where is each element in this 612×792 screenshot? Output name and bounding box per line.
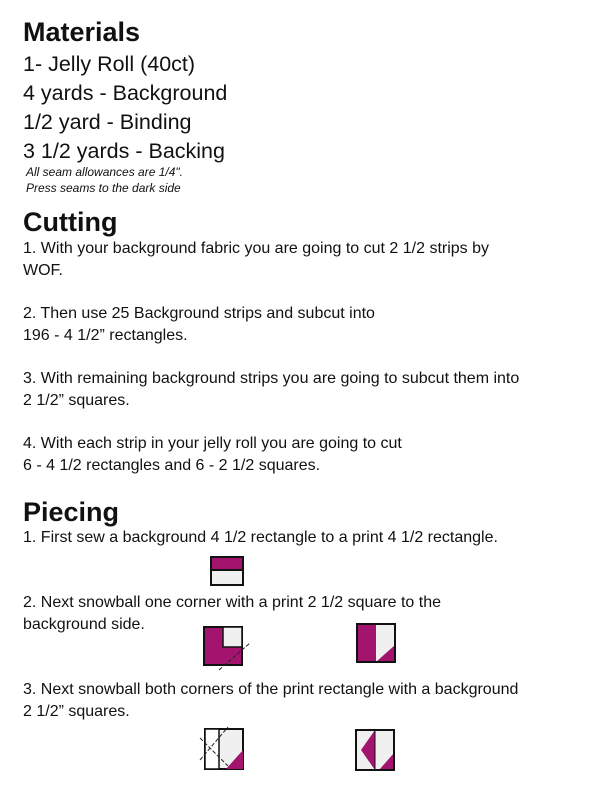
cutting-step-line: 196 - 4 1/2” rectangles.: [23, 326, 188, 344]
snowball-result-diagram: [356, 623, 398, 665]
piecing-step-line: 2. Next snowball one corner with a print 2 1/2 square to the: [23, 594, 442, 611]
piecing-step-line: background side.: [23, 615, 145, 633]
cutting-step-line: 2. Then use 25 Background strips and subcut into: [23, 305, 375, 322]
cutting-step-line: WOF.: [23, 261, 63, 279]
cutting-step: [23, 433, 598, 476]
materials-item: 1/2 yard - Binding: [23, 110, 192, 134]
background-strip: [205, 729, 219, 769]
cutting-step-line: 6 - 4 1/2 rectangles and 6 - 2 1/2 squares.: [23, 456, 321, 474]
piecing-step: [23, 527, 598, 549]
snowball-corner-diagram: [203, 626, 251, 672]
piecing-step-line: 3. Next snowball both corners of the print rectangle with a background: [23, 681, 519, 698]
piecing-step-line: 2 1/2” squares.: [23, 702, 130, 720]
materials-heading: Materials: [23, 17, 141, 47]
materials-item: 3 1/2 yards - Backing: [23, 139, 225, 163]
cutting-step: [23, 238, 598, 281]
print-rectangle: [211, 557, 243, 570]
materials-item: 1- Jelly Roll (40ct): [23, 52, 196, 76]
piecing-step-line: 1. First sew a background 4 1/2 rectangle to a print 4 1/2 rectangle.: [23, 529, 498, 546]
cutting-step-line: 3. With remaining background strips you are going to subcut them into: [23, 370, 520, 387]
materials-item: 4 yards - Background: [23, 81, 228, 105]
cutting-step-line: 2 1/2” squares.: [23, 391, 130, 409]
background-square: [223, 627, 242, 647]
piecing-heading: Piecing: [23, 497, 120, 527]
cutting-step-line: 1. With your background fabric you are going to cut 2 1/2 strips by: [23, 240, 490, 257]
flying-geese-result-diagram: [355, 729, 397, 773]
cutting-heading: Cutting: [23, 207, 118, 237]
cutting-step-line: 4. With each strip in your jelly roll you are going to cut: [23, 435, 402, 452]
sewn-rectangles-diagram: [210, 556, 244, 586]
seam-note: All seam allowances are 1/4".: [26, 165, 184, 179]
cutting-step: [23, 368, 598, 411]
cutting-step: [23, 303, 598, 346]
piecing-step: [23, 592, 598, 635]
piecing-step: [23, 679, 598, 722]
two-corner-snowball-diagram: [198, 726, 246, 774]
press-note: Press seams to the dark side: [26, 181, 181, 195]
